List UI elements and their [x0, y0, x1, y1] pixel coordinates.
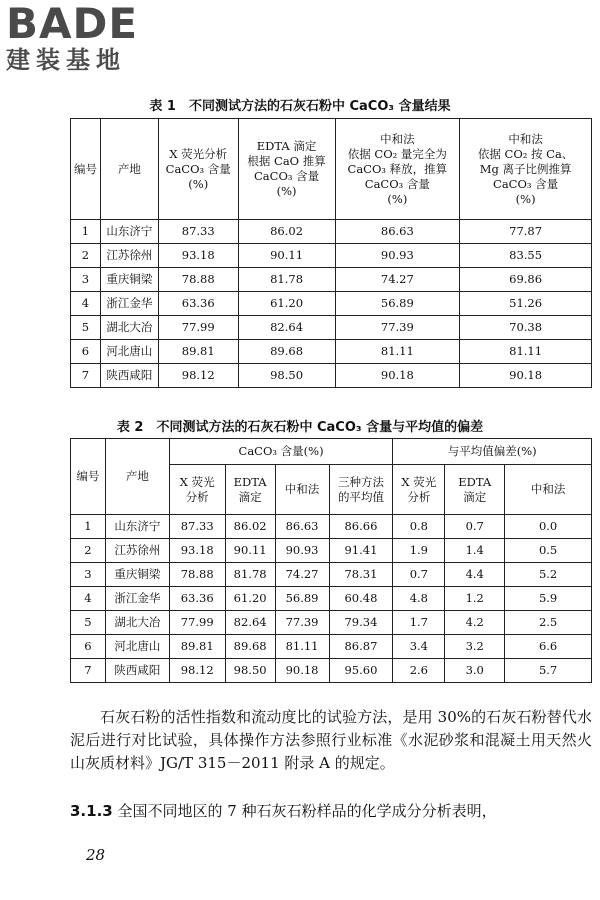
table2-cell: 79.34	[329, 611, 393, 635]
table1	[70, 118, 592, 388]
table1-header-cell: 中和法 依据 CO₂ 按 Ca、 Mg 离子比例推算 CaCO₃ 含量 (%)	[460, 119, 592, 220]
table1-row	[71, 340, 592, 364]
table1-cell: 61.20	[238, 292, 335, 316]
table1-cell: 56.89	[335, 292, 460, 316]
table2-cell: 重庆铜梁	[105, 563, 169, 587]
table2-cell: 78.88	[169, 563, 225, 587]
table2-cell: 浙江金华	[105, 587, 169, 611]
table1-cell: 3	[71, 268, 101, 292]
table2	[70, 438, 592, 683]
table2-cell: 1.2	[445, 587, 505, 611]
table1-cell: 51.26	[460, 292, 592, 316]
table1-cell: 2	[71, 244, 101, 268]
table1-cell: 86.02	[238, 220, 335, 244]
table1-cell: 77.39	[335, 316, 460, 340]
table1-cell: 87.33	[158, 220, 238, 244]
table1-row	[71, 268, 592, 292]
table1-cell: 78.88	[158, 268, 238, 292]
table2-cell: 78.31	[329, 563, 393, 587]
table2-cell: 7	[71, 659, 106, 683]
table2-sub-header: X 荧光 分析	[393, 465, 445, 515]
table1-header-cell: 中和法 依据 CO₂ 量完全为 CaCO₃ 释放，推算 CaCO₃ 含量 (%)	[335, 119, 460, 220]
table2-caption: 表 2 不同测试方法的石灰石粉中 CaCO₃ 含量与平均值的偏差	[116, 420, 484, 435]
table2-cell: 56.89	[275, 587, 329, 611]
table2-sub-header: X 荧光 分析	[169, 465, 225, 515]
table2-cell: 3.4	[393, 635, 445, 659]
table1-cell: 74.27	[335, 268, 460, 292]
table2-cell: 90.18	[275, 659, 329, 683]
table2-cell: 90.11	[225, 539, 275, 563]
table1-cell: 江苏徐州	[100, 244, 158, 268]
table2-group-header-row	[71, 439, 592, 465]
table2-cell: 4.8	[393, 587, 445, 611]
table2-sub-header: 中和法	[505, 465, 592, 515]
table1-row	[71, 364, 592, 388]
logo-text-cn: 建装基地	[6, 46, 126, 74]
table2-cell: 3.0	[445, 659, 505, 683]
table1-cell: 89.81	[158, 340, 238, 364]
table2-cell: 81.78	[225, 563, 275, 587]
table1-cell: 河北唐山	[100, 340, 158, 364]
paragraph-2-text: 全国不同地区的 7 种石灰石粉样品的化学成分分析表明，	[117, 802, 497, 820]
table2-cell: 1.7	[393, 611, 445, 635]
table2-cell: 91.41	[329, 539, 393, 563]
table2-cell: 3.2	[445, 635, 505, 659]
table1-row	[71, 244, 592, 268]
table2-cell: 87.33	[169, 515, 225, 539]
table1-header-cell: 产地	[100, 119, 158, 220]
body-paragraph-2	[70, 800, 592, 823]
table1-cell: 70.38	[460, 316, 592, 340]
table2-row	[71, 635, 592, 659]
body-paragraph-1: 石灰石粉的活性指数和流动度比的试验方法，是用 30%的石灰石粉替代水泥后进行对比试验，具体操作方法参照行业标准《水泥砂浆和混凝土用天然火山灰质材料》JG/T 315－2011 附录 A 的规定。	[70, 708, 592, 772]
table2-cell: 0.5	[505, 539, 592, 563]
table2-cell: 2	[71, 539, 106, 563]
table2-cell: 2.5	[505, 611, 592, 635]
table1-cell: 82.64	[238, 316, 335, 340]
table2-cell: 60.48	[329, 587, 393, 611]
table1-cell: 湖北大冶	[100, 316, 158, 340]
table1-cell: 83.55	[460, 244, 592, 268]
table2-cell: 98.12	[169, 659, 225, 683]
table1-cell: 89.68	[238, 340, 335, 364]
table1-header-cell: X 荧光分析 CaCO₃ 含量 (%)	[158, 119, 238, 220]
table1-cell: 90.11	[238, 244, 335, 268]
table2-cell: 4.2	[445, 611, 505, 635]
table1-row	[71, 316, 592, 340]
table1-cell: 1	[71, 220, 101, 244]
table2-cell: 山东济宁	[105, 515, 169, 539]
table1-cell: 90.18	[460, 364, 592, 388]
table2-row	[71, 539, 592, 563]
table1-cell: 4	[71, 292, 101, 316]
table1-cell: 81.78	[238, 268, 335, 292]
table2-row	[71, 659, 592, 683]
table2-cell: 5.7	[505, 659, 592, 683]
table2-header-origin: 产地	[105, 439, 169, 515]
table2-cell: 陕西咸阳	[105, 659, 169, 683]
table1-cell: 93.18	[158, 244, 238, 268]
table1-header-row	[71, 119, 592, 220]
table1-cell: 81.11	[460, 340, 592, 364]
table2-row	[71, 563, 592, 587]
table1-cell: 山东济宁	[100, 220, 158, 244]
section-number: 3.1.3	[70, 802, 113, 820]
table1-cell: 81.11	[335, 340, 460, 364]
table2-row	[71, 515, 592, 539]
table2-cell: 0.7	[445, 515, 505, 539]
table2-cell: 95.60	[329, 659, 393, 683]
table1-cell: 77.99	[158, 316, 238, 340]
table2-cell: 3	[71, 563, 106, 587]
table2-cell: 5.2	[505, 563, 592, 587]
table1-cell: 77.87	[460, 220, 592, 244]
table2-row	[71, 587, 592, 611]
table1-cell: 98.12	[158, 364, 238, 388]
table2-cell: 湖北大冶	[105, 611, 169, 635]
table2-cell: 89.68	[225, 635, 275, 659]
table1-cell: 6	[71, 340, 101, 364]
table2-cell: 86.66	[329, 515, 393, 539]
table2-sub-header: EDTA 滴定	[445, 465, 505, 515]
table2-cell: 河北唐山	[105, 635, 169, 659]
table2-cell: 63.36	[169, 587, 225, 611]
table1-cell: 5	[71, 316, 101, 340]
table2-cell: 0.8	[393, 515, 445, 539]
table2-cell: 77.99	[169, 611, 225, 635]
table1-cell: 浙江金华	[100, 292, 158, 316]
table2-cell: 89.81	[169, 635, 225, 659]
table2-cell: 5.9	[505, 587, 592, 611]
table2-cell: 0.0	[505, 515, 592, 539]
table2-cell: 6.6	[505, 635, 592, 659]
table2-cell: 5	[71, 611, 106, 635]
bade-logo	[6, 2, 138, 74]
table1-cell: 98.50	[238, 364, 335, 388]
table2-group-deviation: 与平均值偏差(%)	[393, 439, 592, 465]
table2-cell: 74.27	[275, 563, 329, 587]
table1-row	[71, 220, 592, 244]
table2-cell: 98.50	[225, 659, 275, 683]
table1-cell: 7	[71, 364, 101, 388]
table2-cell: 86.63	[275, 515, 329, 539]
table2-cell: 61.20	[225, 587, 275, 611]
table2-cell: 2.6	[393, 659, 445, 683]
table1-cell: 63.36	[158, 292, 238, 316]
table2-cell: 6	[71, 635, 106, 659]
table2-cell: 0.7	[393, 563, 445, 587]
logo-text-latin: BADE	[6, 0, 139, 48]
table1-cell: 90.93	[335, 244, 460, 268]
table1-caption: 表 1 不同测试方法的石灰石粉中 CaCO₃ 含量结果	[149, 99, 451, 114]
table1-cell: 90.18	[335, 364, 460, 388]
table2-cell: 77.39	[275, 611, 329, 635]
table1-cell: 69.86	[460, 268, 592, 292]
table1-row	[71, 292, 592, 316]
page-number: 28	[86, 846, 106, 864]
table2-row	[71, 611, 592, 635]
table2-cell: 4.4	[445, 563, 505, 587]
table1-header-cell: EDTA 滴定 根据 CaO 推算 CaCO₃ 含量 (%)	[238, 119, 335, 220]
table2-sub-header: 三种方法 的平均值	[329, 465, 393, 515]
table2-group-content: CaCO₃ 含量(%)	[169, 439, 393, 465]
table1-header-cell: 编号	[71, 119, 101, 220]
table2-cell: 4	[71, 587, 106, 611]
table2-cell: 82.64	[225, 611, 275, 635]
table2-cell: 86.87	[329, 635, 393, 659]
table1-cell: 86.63	[335, 220, 460, 244]
table2-cell: 江苏徐州	[105, 539, 169, 563]
table2-cell: 93.18	[169, 539, 225, 563]
table2-header-no: 编号	[71, 439, 106, 515]
table1-cell: 重庆铜梁	[100, 268, 158, 292]
table2-cell: 1.4	[445, 539, 505, 563]
table2-cell: 1	[71, 515, 106, 539]
table2-sub-header: 中和法	[275, 465, 329, 515]
table2-sub-header: EDTA 滴定	[225, 465, 275, 515]
table1-cell: 陕西咸阳	[100, 364, 158, 388]
table2-cell: 86.02	[225, 515, 275, 539]
table2-cell: 90.93	[275, 539, 329, 563]
table2-cell: 1.9	[393, 539, 445, 563]
table2-cell: 81.11	[275, 635, 329, 659]
